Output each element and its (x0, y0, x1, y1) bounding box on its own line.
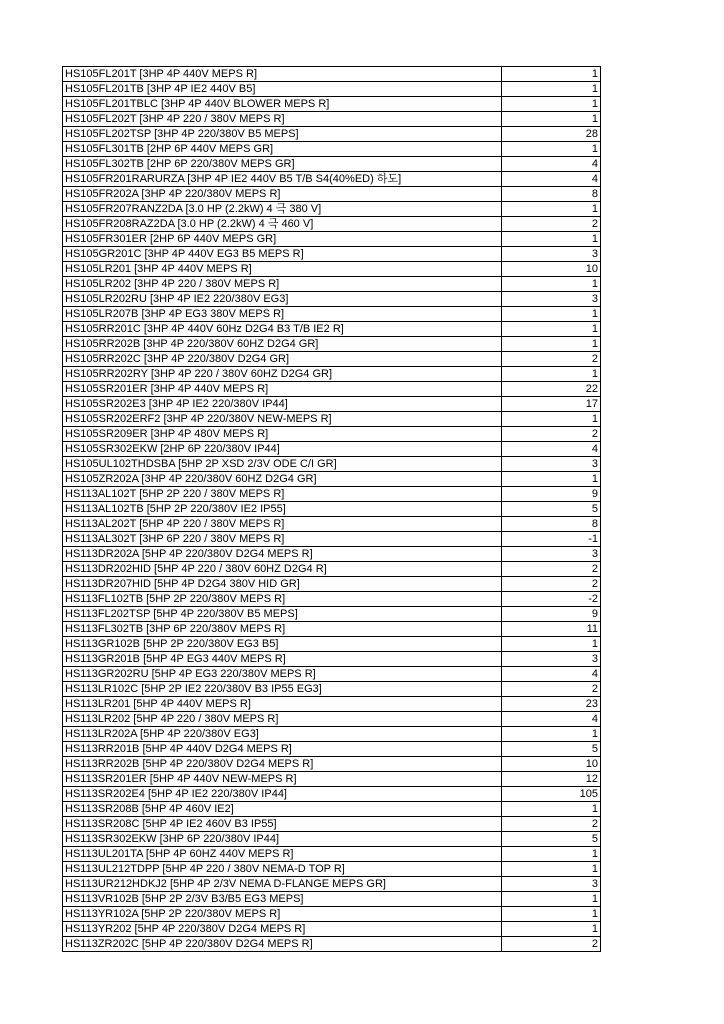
table-row (63, 157, 601, 172)
table-row (63, 142, 601, 157)
table-row (63, 412, 601, 427)
table-row (63, 682, 601, 697)
item-quantity-cell: 1 (502, 412, 601, 427)
item-description-cell: HS113LR102C [5HP 2P IE2 220/380V B3 IP55 EG3] (63, 682, 502, 697)
item-description-cell: HS113SR202E4 [5HP 4P IE2 220/380V IP44] (63, 787, 502, 802)
table-row (63, 97, 601, 112)
item-quantity-cell: -2 (502, 592, 601, 607)
item-description-cell: HS105RR202RY [3HP 4P 220 / 380V 60HZ D2G4 GR] (63, 367, 502, 382)
table-row (63, 382, 601, 397)
table-row (63, 262, 601, 277)
table-row (63, 817, 601, 832)
table-row (63, 337, 601, 352)
item-description-cell: HS105FL302TB [2HP 6P 220/380V MEPS GR] (63, 157, 502, 172)
table-row (63, 322, 601, 337)
item-description-cell: HS105FL201T [3HP 4P 440V MEPS R] (63, 67, 502, 82)
item-description-cell: HS113GR102B [5HP 2P 220/380V EG3 B5] (63, 637, 502, 652)
item-quantity-cell: 5 (502, 832, 601, 847)
table-row (63, 547, 601, 562)
item-description-cell: HS105SR302EKW [2HP 6P 220/380V IP44] (63, 442, 502, 457)
table-row (63, 727, 601, 742)
item-description-cell: HS105LR201 [3HP 4P 440V MEPS R] (63, 262, 502, 277)
item-description-cell: HS113YR202 [5HP 4P 220/380V D2G4 MEPS R] (63, 922, 502, 937)
item-description-cell: HS113RR201B [5HP 4P 440V D2G4 MEPS R] (63, 742, 502, 757)
item-quantity-cell: 10 (502, 262, 601, 277)
table-row (63, 892, 601, 907)
table-row (63, 457, 601, 472)
item-quantity-cell: 2 (502, 562, 601, 577)
item-description-cell: HS113AL202T [5HP 4P 220 / 380V MEPS R] (63, 517, 502, 532)
item-quantity-cell: 3 (502, 652, 601, 667)
item-description-cell: HS105FL201TB [3HP 4P IE2 440V B5] (63, 82, 502, 97)
item-description-cell: HS105LR202 [3HP 4P 220 / 380V MEPS R] (63, 277, 502, 292)
table-row (63, 277, 601, 292)
item-quantity-cell: 23 (502, 697, 601, 712)
item-quantity-cell: 1 (502, 802, 601, 817)
item-quantity-cell: 1 (502, 337, 601, 352)
item-description-cell: HS113SR302EKW [3HP 6P 220/380V IP44] (63, 832, 502, 847)
item-quantity-cell: 1 (502, 907, 601, 922)
table-row (63, 517, 601, 532)
item-description-cell: HS105GR201C [3HP 4P 440V EG3 B5 MEPS R] (63, 247, 502, 262)
inventory-rows (63, 67, 601, 952)
item-description-cell: HS105RR202B [3HP 4P 220/380V 60HZ D2G4 GR] (63, 337, 502, 352)
item-description-cell: HS105ZR202A [3HP 4P 220/380V 60HZ D2G4 GR] (63, 472, 502, 487)
table-row (63, 472, 601, 487)
item-quantity-cell: 2 (502, 427, 601, 442)
item-quantity-cell: 2 (502, 352, 601, 367)
item-description-cell: HS113FL202TSP [5HP 4P 220/380V B5 MEPS] (63, 607, 502, 622)
item-quantity-cell: 10 (502, 757, 601, 772)
item-description-cell: HS113GR201B [5HP 4P EG3 440V MEPS R] (63, 652, 502, 667)
item-description-cell: HS105FR202A [3HP 4P 220/380V MEPS R] (63, 187, 502, 202)
item-description-cell: HS105SR209ER [3HP 4P 480V MEPS R] (63, 427, 502, 442)
item-quantity-cell: 4 (502, 667, 601, 682)
item-description-cell: HS105FL201TBLC [3HP 4P 440V BLOWER MEPS R] (63, 97, 502, 112)
item-description-cell: HS113AL102TB [5HP 2P 220/380V IE2 IP55] (63, 502, 502, 517)
item-description-cell: HS113DR207HID [5HP 4P D2G4 380V HID GR] (63, 577, 502, 592)
item-quantity-cell: 3 (502, 877, 601, 892)
item-quantity-cell: 1 (502, 727, 601, 742)
table-row (63, 907, 601, 922)
item-quantity-cell: 4 (502, 442, 601, 457)
item-quantity-cell: 4 (502, 172, 601, 187)
item-quantity-cell: 5 (502, 502, 601, 517)
item-description-cell: HS113LR201 [5HP 4P 440V MEPS R] (63, 697, 502, 712)
item-description-cell: HS105FL301TB [2HP 6P 440V MEPS GR] (63, 142, 502, 157)
item-description-cell: HS105LR202RU [3HP 4P IE2 220/380V EG3] (63, 292, 502, 307)
item-quantity-cell: 1 (502, 277, 601, 292)
item-description-cell: HS113UL201TA [5HP 4P 60HZ 440V MEPS R] (63, 847, 502, 862)
item-description-cell: HS105SR202E3 [3HP 4P IE2 220/380V IP44] (63, 397, 502, 412)
item-quantity-cell: 8 (502, 517, 601, 532)
table-row (63, 937, 601, 952)
item-quantity-cell: -1 (502, 532, 601, 547)
table-row (63, 832, 601, 847)
table-row (63, 877, 601, 892)
item-quantity-cell: 22 (502, 382, 601, 397)
table-row (63, 217, 601, 232)
table-row (63, 847, 601, 862)
item-description-cell: HS113SR208B [5HP 4P 460V IE2] (63, 802, 502, 817)
item-quantity-cell: 2 (502, 217, 601, 232)
item-description-cell: HS113AL102T [5HP 2P 220 / 380V MEPS R] (63, 487, 502, 502)
table-row (63, 112, 601, 127)
item-quantity-cell: 1 (502, 97, 601, 112)
item-description-cell: HS105UL102THDSBA [5HP 2P XSD 2/3V ODE C/I GR] (63, 457, 502, 472)
table-row (63, 592, 601, 607)
item-quantity-cell: 5 (502, 742, 601, 757)
table-row (63, 622, 601, 637)
table-row (63, 577, 601, 592)
table-row (63, 352, 601, 367)
item-quantity-cell: 11 (502, 622, 601, 637)
item-quantity-cell: 1 (502, 112, 601, 127)
table-row (63, 532, 601, 547)
item-description-cell: HS105FR201RARURZA [3HP 4P IE2 440V B5 T/B S4(40%ED) 하도] (63, 172, 502, 187)
item-description-cell: HS113GR202RU [5HP 4P EG3 220/380V MEPS R] (63, 667, 502, 682)
item-quantity-cell: 8 (502, 187, 601, 202)
item-quantity-cell: 1 (502, 232, 601, 247)
table-row (63, 127, 601, 142)
item-description-cell: HS105RR201C [3HP 4P 440V 60Hz D2G4 B3 T/B IE2 R] (63, 322, 502, 337)
item-quantity-cell: 1 (502, 67, 601, 82)
table-row (63, 172, 601, 187)
table-row (63, 667, 601, 682)
table-row (63, 487, 601, 502)
item-description-cell: HS113FL102TB [5HP 2P 220/380V MEPS R] (63, 592, 502, 607)
item-description-cell: HS113DR202HID [5HP 4P 220 / 380V 60HZ D2G4 R] (63, 562, 502, 577)
table-row (63, 442, 601, 457)
item-quantity-cell: 1 (502, 322, 601, 337)
item-quantity-cell: 4 (502, 157, 601, 172)
table-row (63, 697, 601, 712)
item-quantity-cell: 2 (502, 817, 601, 832)
table-row (63, 232, 601, 247)
item-description-cell: HS113ZR202C [5HP 4P 220/380V D2G4 MEPS R] (63, 937, 502, 952)
item-quantity-cell: 1 (502, 892, 601, 907)
item-quantity-cell: 1 (502, 202, 601, 217)
item-quantity-cell: 9 (502, 487, 601, 502)
item-description-cell: HS113FL302TB [3HP 6P 220/380V MEPS R] (63, 622, 502, 637)
item-description-cell: HS113UR212HDKJ2 [5HP 4P 2/3V NEMA D-FLANGE MEPS GR] (63, 877, 502, 892)
table-row (63, 307, 601, 322)
item-description-cell: HS113VR102B [5HP 2P 2/3V B3/B5 EG3 MEPS] (63, 892, 502, 907)
item-description-cell: HS105FR208RAZ2DA [3.0 HP (2.2kW) 4 극 460 V] (63, 217, 502, 232)
item-quantity-cell: 9 (502, 607, 601, 622)
item-quantity-cell: 17 (502, 397, 601, 412)
item-quantity-cell: 1 (502, 862, 601, 877)
table-row (63, 292, 601, 307)
table-row (63, 67, 601, 82)
item-description-cell: HS105FR207RANZ2DA [3.0 HP (2.2kW) 4 극 380 V] (63, 202, 502, 217)
item-description-cell: HS105SR201ER [3HP 4P 440V MEPS R] (63, 382, 502, 397)
table-row (63, 397, 601, 412)
item-quantity-cell: 12 (502, 772, 601, 787)
item-description-cell: HS105SR202ERF2 [3HP 4P 220/380V NEW-MEPS R] (63, 412, 502, 427)
item-quantity-cell: 105 (502, 787, 601, 802)
table-row (63, 862, 601, 877)
item-description-cell: HS113LR202A [5HP 4P 220/380V EG3] (63, 727, 502, 742)
item-description-cell: HS113LR202 [5HP 4P 220 / 380V MEPS R] (63, 712, 502, 727)
item-quantity-cell: 3 (502, 547, 601, 562)
item-description-cell: HS113DR202A [5HP 4P 220/380V D2G4 MEPS R] (63, 547, 502, 562)
table-row (63, 742, 601, 757)
item-quantity-cell: 3 (502, 292, 601, 307)
table-row (63, 652, 601, 667)
item-quantity-cell: 1 (502, 307, 601, 322)
table-row (63, 922, 601, 937)
item-quantity-cell: 1 (502, 637, 601, 652)
table-row (63, 562, 601, 577)
item-description-cell: HS105FL202T [3HP 4P 220 / 380V MEPS R] (63, 112, 502, 127)
item-quantity-cell: 28 (502, 127, 601, 142)
item-quantity-cell: 4 (502, 712, 601, 727)
table-row (63, 202, 601, 217)
item-quantity-cell: 1 (502, 82, 601, 97)
table-row (63, 247, 601, 262)
table-row (63, 637, 601, 652)
item-description-cell: HS113SR201ER [5HP 4P 440V NEW-MEPS R] (63, 772, 502, 787)
table-row (63, 82, 601, 97)
inventory-table (62, 66, 601, 952)
item-description-cell: HS113SR208C [5HP 4P IE2 460V B3 IP55] (63, 817, 502, 832)
table-row (63, 427, 601, 442)
item-description-cell: HS105FL202TSP [3HP 4P 220/380V B5 MEPS] (63, 127, 502, 142)
item-description-cell: HS105RR202C [3HP 4P 220/380V D2G4 GR] (63, 352, 502, 367)
table-row (63, 607, 601, 622)
item-quantity-cell: 1 (502, 847, 601, 862)
item-quantity-cell: 1 (502, 922, 601, 937)
item-quantity-cell: 2 (502, 577, 601, 592)
table-row (63, 712, 601, 727)
item-description-cell: HS105FR301ER [2HP 6P 440V MEPS GR] (63, 232, 502, 247)
item-quantity-cell: 2 (502, 682, 601, 697)
item-description-cell: HS113AL302T [3HP 6P 220 / 380V MEPS R] (63, 532, 502, 547)
item-quantity-cell: 3 (502, 247, 601, 262)
table-row (63, 757, 601, 772)
item-quantity-cell: 1 (502, 367, 601, 382)
item-description-cell: HS105LR207B [3HP 4P EG3 380V MEPS R] (63, 307, 502, 322)
item-quantity-cell: 1 (502, 142, 601, 157)
item-quantity-cell: 3 (502, 457, 601, 472)
item-quantity-cell: 1 (502, 472, 601, 487)
table-row (63, 502, 601, 517)
item-description-cell: HS113UL212TDPP [5HP 4P 220 / 380V NEMA-D TOP R] (63, 862, 502, 877)
item-description-cell: HS113YR102A [5HP 2P 220/380V MEPS R] (63, 907, 502, 922)
table-row (63, 787, 601, 802)
table-row (63, 187, 601, 202)
table-row (63, 802, 601, 817)
table-row (63, 367, 601, 382)
table-row (63, 772, 601, 787)
item-quantity-cell: 2 (502, 937, 601, 952)
item-description-cell: HS113RR202B [5HP 4P 220/380V D2G4 MEPS R] (63, 757, 502, 772)
